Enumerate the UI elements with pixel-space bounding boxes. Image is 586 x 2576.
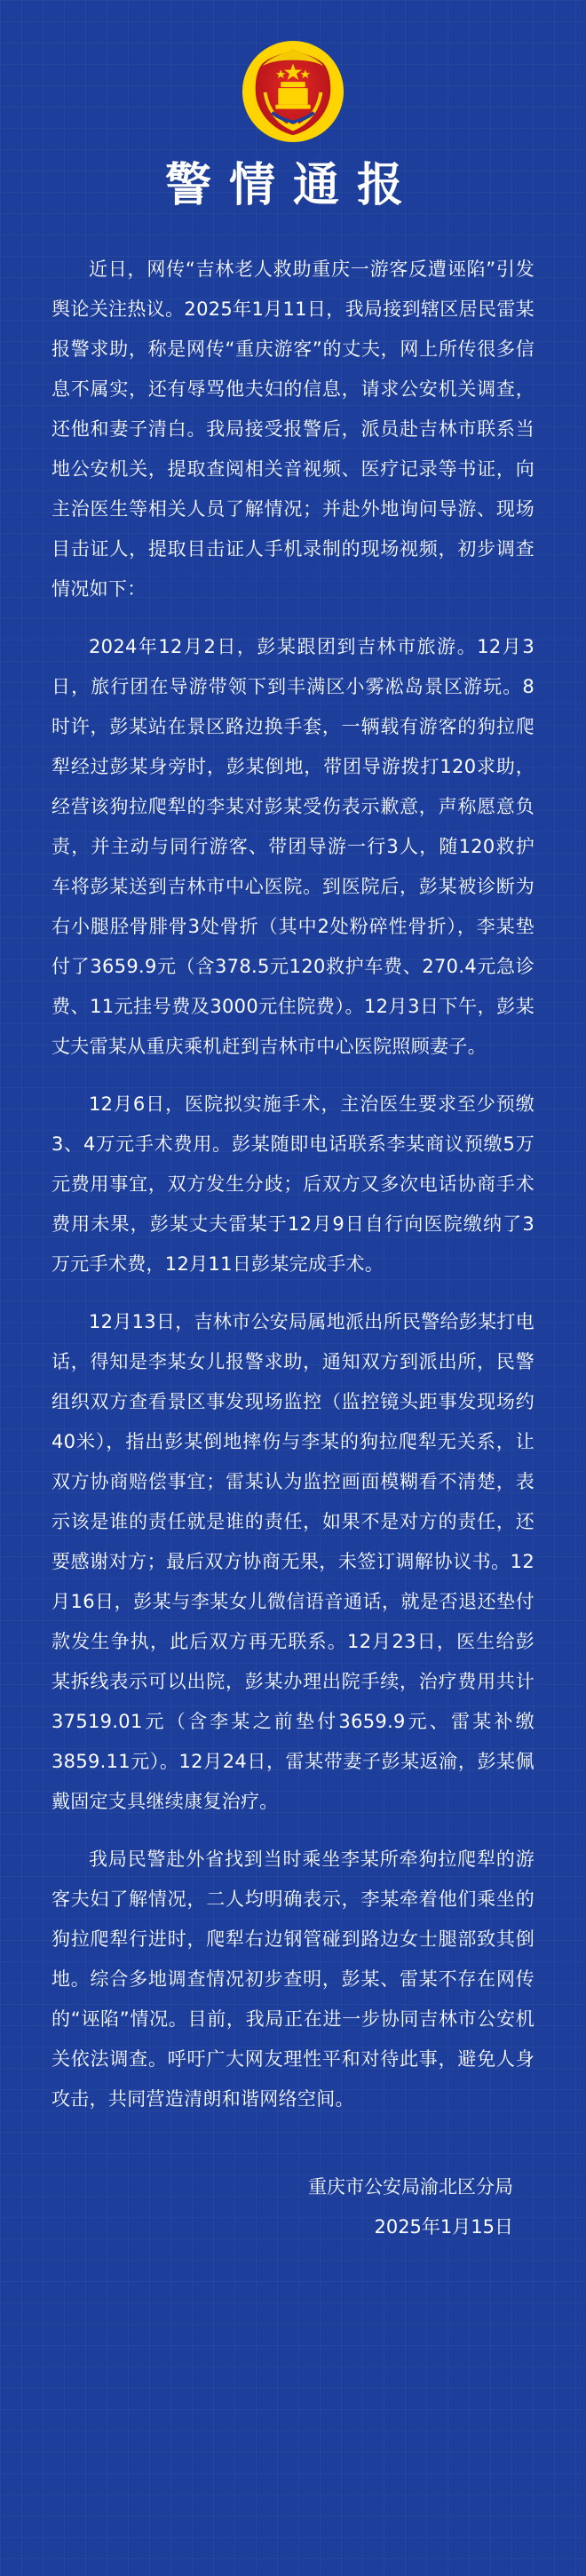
issue-date: 2025年1月15日	[374, 2216, 513, 2238]
notice-paragraph-5: 我局民警赴外省找到当时乘坐李某所牵狗拉爬犁的游客夫妇了解情况，二人均明确表示，李某牵着他们乘坐的狗拉爬犁行进时，爬犁右边钢管碰到路边女士腿部致其倒地。综合多地调查情况初步查明，彭某、雷某不存在网传的“诬陷”情况。目前，我局正在进一步协同吉林市公安机关依法调查。呼吁广大网友理性平和对待此事，避免人身攻击，共同营造清朗和谐网络空间。	[51, 1849, 535, 2111]
police-emblem-icon	[241, 39, 345, 144]
emblem-wrap	[51, 39, 535, 144]
notice-paragraph-4: 12月13日，吉林市公安局属地派出所民警给彭某打电话，得知是李某女儿报警求助，通知双方到派出所，民警组织双方查看景区事发现场监控（监控镜头距事发现场约40米），指出彭某倒地摔伤与李某的狗拉爬犁无关系，让双方协商赔偿事宜；雷某认为监控画面模糊看不清楚，表示该是谁的责任就是谁的责任，如果不是对方的责任，还要感谢对方；最后双方协商无果，未签订调解协议书。12月16日，彭某与李某女儿微信语音通话，就是否退还垫付款发生争执，此后双方再无联系。12月23日，医生给彭某拆线表示可以出院，彭某办理出院手续，治疗费用共计37519.01元（含李某之前垫付3659.9元、雷某补缴3859.11元）。12月24日，雷某带妻子彭某返渝，彭某佩戴固定支具继续康复治疗。	[51, 1311, 535, 1813]
issuer-name: 重庆市公安局渝北区分局	[308, 2176, 513, 2198]
signature-block	[51, 2167, 535, 2247]
page-title: 警情通报	[164, 158, 421, 212]
notice-paragraph-3: 12月6日，医院拟实施手术，主治医生要求至少预缴3、4万元手术费用。彭某随即电话联系李某商议预缴5万元费用事宜，双方发生分歧；后双方又多次电话协商手术费用未果，彭某丈夫雷某于12月9日自行向医院缴纳了3万元手术费，12月11日彭某完成手术。	[51, 1093, 535, 1276]
notice-paragraph-1: 近日，网传“吉林老人救助重庆一游客反遭诬陷”引发舆论关注热议。2025年1月11日，我局接到辖区居民雷某报警求助，称是网传“重庆游客”的丈夫，网上所传很多信息不属实，还有辱骂他夫妇的信息，请求公安机关调查，还他和妻子清白。我局接受报警后，派员赴吉林市联系当地公安机关，提取查阅相关音视频、医疗记录等书证，向主治医生等相关人员了解情况；并赴外地询问导游、现场目击证人，提取目击证人手机录制的现场视频，初步调查情况如下：	[51, 258, 535, 600]
notice-paragraph-2: 2024年12月2日，彭某跟团到吉林市旅游。12月3日，旅行团在导游带领下到丰满区小雾凇岛景区游玩。8时许，彭某站在景区路边换手套，一辆载有游客的狗拉爬犁经过彭某身旁时，彭某倒地，带团导游拨打120求助，经营该狗拉爬犁的李某对彭某受伤表示歉意，声称愿意负责，并主动与同行游客、带团导游一行3人，随120救护车将彭某送到吉林市中心医院。到医院后，彭某被诊断为右小腿胫骨腓骨3处骨折（其中2处粉碎性骨折），李某垫付了3659.9元（含378.5元120救护车费、270.4元急诊费、11元挂号费及3000元住院费）。12月3日下午，彭某丈夫雷某从重庆乘机赶到吉林市中心医院照顾妻子。	[51, 636, 535, 1058]
notice-content	[51, 250, 535, 2119]
